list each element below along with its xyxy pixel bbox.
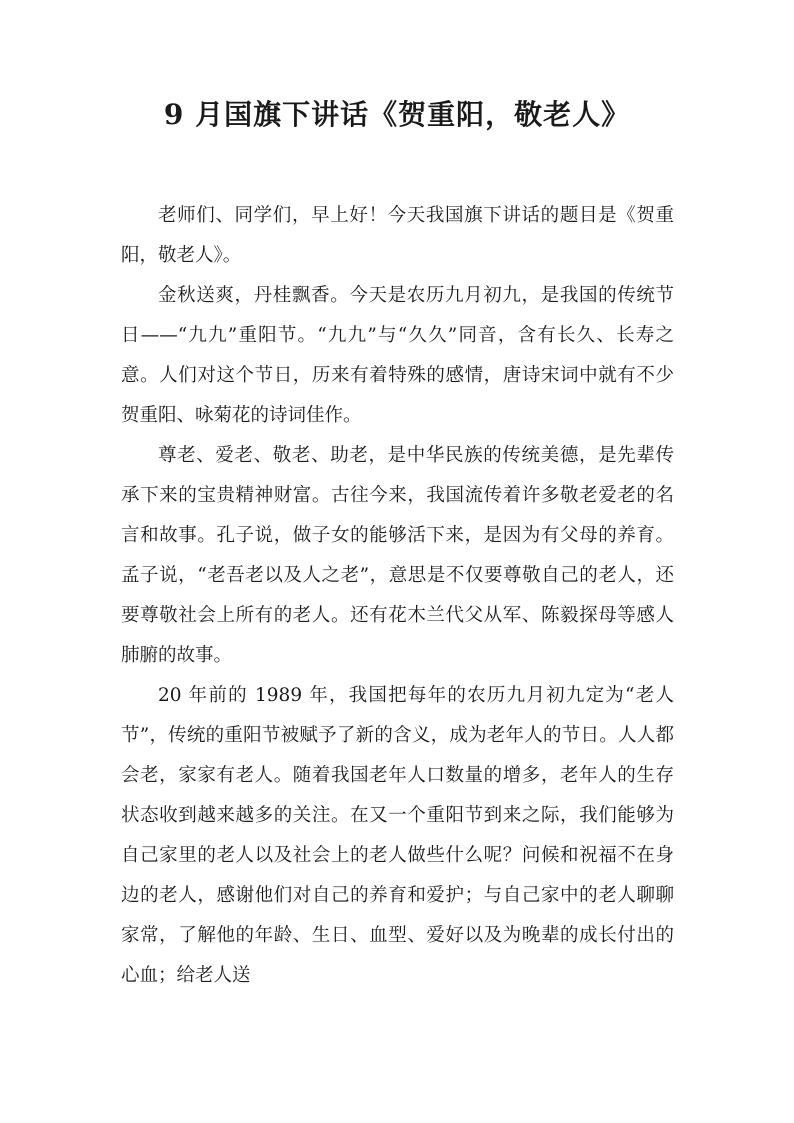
document-title: 9 月国旗下讲话《贺重阳，敬老人》	[163, 98, 631, 131]
paragraph-festival-intro: 金秋送爽，丹桂飘香。今天是农历九月初九，是我国的传统节日——“九九”重阳节。“九九”与“久久”同音，含有长久、长寿之意。人们对这个节日，历来有着特殊的感情，唐诗宋词中就有不少贺重阳、咏菊花的诗词佳作。	[121, 285, 674, 426]
document-body	[121, 196, 674, 996]
paragraph-seniors-day: 20 年前的 1989 年，我国把每年的农历九月初九定为“老人节”，传统的重阳节被赋予了新的含义，成为老年人的节日。人人都会老，家家有老人。随着我国老年人口数量的增多，老年人的生存状态收到越来越多的关注。在又一个重阳节到来之际，我们能够为自己家里的老人以及社会上的老人做些什么呢？问候和祝福不在身边的老人，感谢他们对自己的养育和爱护；与自己家中的老人聊聊家常，了解他的年龄、生日、血型、爱好以及为晚辈的成长付出的心血；给老人送	[121, 685, 674, 986]
paragraph-greeting: 老师们、同学们，早上好！今天我国旗下讲话的题目是《贺重阳，敬老人》。	[121, 205, 674, 266]
paragraph-respect-elders: 尊老、爱老、敬老、助老，是中华民族的传统美德，是先辈传承下来的宝贵精神财富。古往今来，我国流传着许多敬老爱老的名言和故事。孔子说，做子女的能够活下来，是因为有父母的养育。孟子说，“老吾老以及人之老”，意思是不仅要尊敬自己的老人，还要尊敬社会上所有的老人。还有花木兰代父从军、陈毅探母等感人肺腑的故事。	[121, 445, 674, 666]
